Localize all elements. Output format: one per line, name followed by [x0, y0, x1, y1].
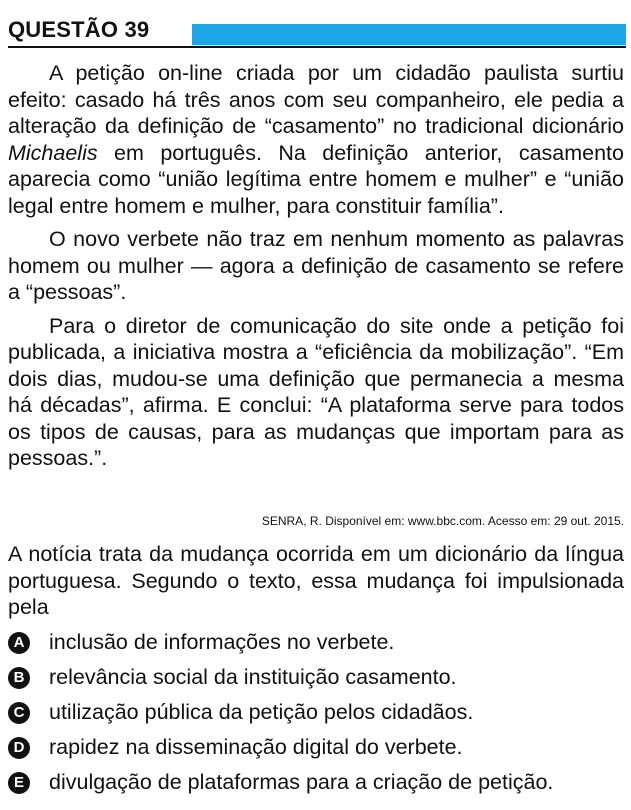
header-accent-bar: [192, 24, 626, 45]
option-text: utilização pública da petição pelos cidadãos.: [49, 700, 474, 724]
passage-paragraph-1: [8, 60, 624, 219]
passage-text: em português. Na definição anterior, casamento aparecia como “união legítima entre homem e mulher” e “união legal entre homem e mulher, para constituir família”.: [8, 140, 624, 218]
option-a[interactable]: [8, 625, 626, 660]
reading-passage: [8, 60, 624, 472]
answer-options: [8, 625, 626, 800]
option-letter-badge: A: [8, 632, 30, 654]
question-header: [8, 8, 626, 48]
option-text: rapidez na disseminação digital do verbete.: [49, 735, 463, 759]
option-e[interactable]: [8, 765, 626, 800]
passage-paragraph-2: O novo verbete não traz em nenhum momento as palavras homem ou mulher — agora a definição de casamento se refere a “pessoas”.: [8, 227, 624, 304]
option-letter-badge: D: [8, 737, 30, 759]
question-stem: [8, 541, 624, 621]
option-text: relevância social da instituição casamento.: [49, 665, 457, 689]
option-c[interactable]: [8, 695, 626, 730]
passage-paragraph-3: Para o diretor de comunicação do site onde a petição foi publicada, a iniciativa mostra a “eficiência da mobilização”. “Em dois dias, mudou-se uma definição que permanecia a mesma há décadas”, afirma. E conclui: “A plataforma serve para todos os tipos de causas, para as mudanças que importam para as pessoas.”.: [8, 313, 624, 470]
option-letter-badge: E: [8, 772, 30, 794]
option-text: inclusão de informações no verbete.: [49, 630, 395, 654]
option-letter-badge: C: [8, 702, 30, 724]
option-text: divulgação de plataformas para a criação de petição.: [49, 770, 554, 794]
header-underline: [8, 46, 626, 48]
option-letter-badge: B: [8, 667, 30, 689]
source-citation: SENRA, R. Disponível em: www.bbc.com. Acesso em: 29 out. 2015.: [261, 514, 624, 528]
question-number: QUESTÃO 39: [8, 17, 150, 42]
question-stem-text: A notícia trata da mudança ocorrida em um dicionário da língua portuguesa. Segundo o texto, essa mudança foi impulsionada pela: [8, 542, 624, 619]
dictionary-name: Michaelis: [8, 140, 98, 165]
option-b[interactable]: [8, 660, 626, 695]
option-d[interactable]: [8, 730, 626, 765]
passage-text: A petição on-line criada por um cidadão paulista surtiu efeito: casado há três anos com seu companheiro, ele pedia a alteração da definição de “casamento” no tradicional dicionário: [8, 61, 624, 138]
